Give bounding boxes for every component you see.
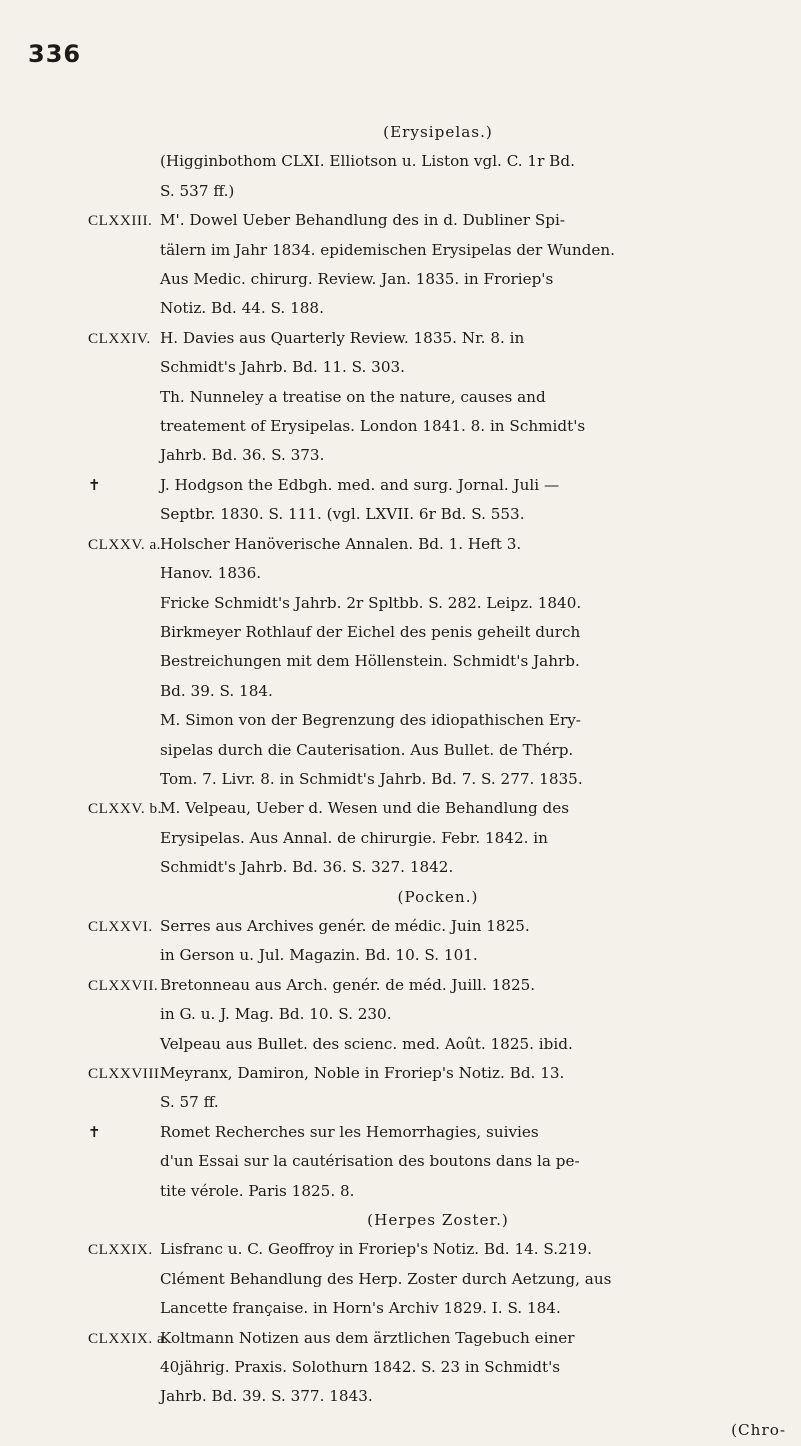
text-line: Fricke Schmidt's Jahrb. 2r Spltbb. S. 282. Leipz. 1840. [160, 593, 582, 612]
text-line: Th. Nunneley a treatise on the nature, causes and [160, 387, 546, 406]
text-line: Jahrb. Bd. 36. S. 373. [160, 446, 325, 465]
text-line: M'. Dowel Ueber Behandlung des in d. Dubliner Spi- [160, 211, 565, 230]
intro-entry [88, 147, 788, 206]
text-line: in Gerson u. Jul. Magazin. Bd. 10. S. 101. [160, 946, 478, 965]
text-line: Holscher Hanöverische Annalen. Bd. 1. Heft 3. [160, 534, 522, 553]
section-heading-erysipelas: (Erysipelas.) [383, 123, 493, 141]
text-line: 40jährig. Praxis. Solothurn 1842. S. 23 in Schmidt's [160, 1358, 561, 1377]
bibliography-entry [88, 530, 788, 795]
text-line: d'un Essai sur la cautérisation des boutons dans la pe- [160, 1152, 580, 1171]
entry-number: CLXXIV. [88, 329, 151, 347]
text-line: Jahrb. Bd. 39. S. 377. 1843. [160, 1387, 373, 1406]
entry-number: CLXXIX. a. [88, 1329, 169, 1347]
entry-number: CLXXVIII. [88, 1065, 164, 1082]
bibliography-entry [88, 794, 788, 882]
text-line: J. Hodgson the Edbgh. med. and surg. Jornal. Juli — [160, 475, 560, 494]
text-line: Meyranx, Damiron, Noble in Froriep's Notiz. Bd. 13. [160, 1064, 565, 1082]
bibliography-entry [88, 1059, 788, 1118]
text-line: Koltmann Notizen aus dem ärztlichen Tagebuch einer [160, 1328, 575, 1347]
text-line: treatement of Erysipelas. London 1841. 8. in Schmidt's [160, 417, 586, 436]
entry-number: CLXXIII. [88, 212, 153, 230]
bibliography-entry [88, 1118, 788, 1206]
entry-number: CLXXIX. [88, 1241, 153, 1259]
bibliography-entry [88, 1324, 788, 1412]
text-line: S. 57 ff. [160, 1093, 219, 1112]
entry-number: CLXXVII. [88, 976, 159, 994]
text-line: Lisfranc u. C. Geoffroy in Froriep's Notiz. Bd. 14. S.219. [160, 1240, 592, 1259]
text-line: S. 537 ff.) [160, 181, 235, 200]
page-content [88, 118, 788, 1440]
text-line: Schmidt's Jahrb. Bd. 11. S. 303. [160, 358, 405, 377]
text-line: Bretonneau aus Arch. genér. de méd. Juill. 1825. [160, 975, 536, 994]
text-line: M. Simon von der Begrenzung des idiopathischen Ery- [160, 711, 581, 730]
text-line: Clément Behandlung des Herp. Zoster durch Aetzung, aus [160, 1269, 612, 1288]
text-line: Bestreichungen mit dem Höllenstein. Schmidt's Jahrb. [160, 652, 580, 671]
page-number: 336 [28, 40, 82, 68]
text-line: Erysipelas. Aus Annal. de chirurgie. Febr. 1842. in [160, 828, 548, 847]
bibliography-entry [88, 971, 788, 1059]
text-line: Lancette française. in Horn's Archiv 1829. I. S. 184. [160, 1299, 561, 1318]
text-line: H. Davies aus Quarterly Review. 1835. Nr. 8. in [160, 328, 525, 347]
entry-number: CLXXVI. [88, 917, 153, 935]
text-line: sipelas durch die Cauterisation. Aus Bullet. de Thérp. [160, 740, 574, 759]
text-line: Schmidt's Jahrb. Bd. 36. S. 327. 1842. [160, 858, 454, 877]
text-line: tälern im Jahr 1834. epidemischen Erysipelas der Wunden. [160, 240, 615, 259]
text-line: Birkmeyer Rothlauf der Eichel des penis geheilt durch [160, 622, 581, 641]
text-line: Hanov. 1836. [160, 564, 262, 583]
text-line: Aus Medic. chirurg. Review. Jan. 1835. in Froriep's [160, 270, 554, 289]
text-line: (Higginbothom CLXI. Elliotson u. Liston vgl. C. 1r Bd. [160, 152, 575, 171]
entry-number: CLXXV. b. [88, 800, 162, 818]
bibliography-entry [88, 912, 788, 971]
entry-number: ✝ [88, 476, 102, 494]
section-heading-pocken: (Pocken.) [397, 887, 479, 906]
catchword: (Chro- [731, 1421, 786, 1440]
entry-number: CLXXV. a. [88, 535, 161, 553]
bibliography-entry [88, 1235, 788, 1323]
text-line: Romet Recherches sur les Hemorrhagies, suivies [160, 1122, 539, 1141]
text-line: Tom. 7. Livr. 8. in Schmidt's Jahrb. Bd. 7. S. 277. 1835. [160, 769, 583, 788]
text-line: M. Velpeau, Ueber d. Wesen und die Behandlung des [160, 799, 570, 818]
section-heading-herpes-zoster: (Herpes Zoster.) [367, 1211, 509, 1230]
entry-number: ✝ [88, 1123, 102, 1141]
text-line: Serres aus Archives genér. de médic. Juin 1825. [160, 916, 530, 935]
text-line: Bd. 39. S. 184. [160, 681, 273, 700]
bibliography-entry [88, 324, 788, 471]
text-line: Notiz. Bd. 44. S. 188. [160, 299, 324, 318]
bibliography-entry [88, 471, 788, 530]
bibliography-entry [88, 206, 788, 324]
text-line: in G. u. J. Mag. Bd. 10. S. 230. [160, 1005, 392, 1024]
text-line: tite vérole. Paris 1825. 8. [160, 1181, 355, 1200]
text-line: Velpeau aus Bullet. des scienc. med. Août. 1825. ibid. [160, 1034, 573, 1053]
text-line: Septbr. 1830. S. 111. (vgl. LXVII. 6r Bd. S. 553. [160, 505, 525, 524]
